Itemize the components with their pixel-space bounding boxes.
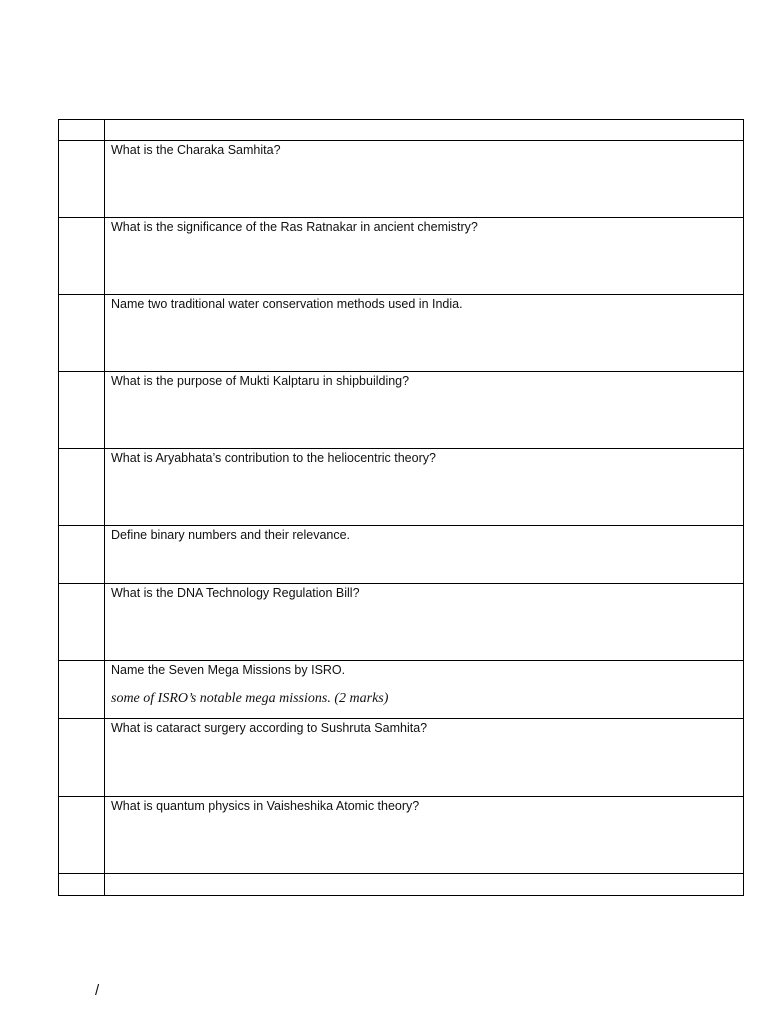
question-cell (105, 372, 744, 449)
table-row (59, 797, 744, 874)
question-text: What is the purpose of Mukti Kalptaru in shipbuilding? (111, 374, 410, 388)
question-text: What is the significance of the Ras Ratnakar in ancient chemistry? (111, 220, 478, 234)
question-cell (105, 584, 744, 661)
table-row (59, 584, 744, 661)
question-number-cell (59, 141, 105, 218)
question-text: What is Aryabhata’s contribution to the heliocentric theory? (111, 451, 436, 465)
question-cell (105, 295, 744, 372)
questions-table (58, 119, 744, 896)
question-text: What is quantum physics in Vaisheshika Atomic theory? (111, 799, 420, 813)
question-number-cell (59, 719, 105, 797)
question-cell (105, 719, 744, 797)
question-cell (105, 218, 744, 295)
question-text: What is the Charaka Samhita? (111, 143, 281, 157)
question-text: What is cataract surgery according to Sushruta Samhita? (111, 721, 428, 735)
question-number-cell (59, 218, 105, 295)
question-number-cell (59, 797, 105, 874)
question-number-cell (59, 526, 105, 584)
table-row (59, 661, 744, 719)
question-text: What is the DNA Technology Regulation Bill? (111, 586, 360, 600)
table-row (59, 141, 744, 218)
table-row (59, 449, 744, 526)
table-header-row (59, 120, 744, 141)
question-cell (105, 141, 744, 218)
question-cell (105, 661, 744, 719)
table-row (59, 526, 744, 584)
question-note: some of ISRO’s notable mega missions. (2 marks) (111, 691, 389, 706)
table-row (59, 218, 744, 295)
footer-cell-number (59, 874, 105, 896)
question-cell (105, 526, 744, 584)
question-text: Define binary numbers and their relevance. (111, 528, 351, 542)
question-number-cell (59, 372, 105, 449)
question-number-cell (59, 584, 105, 661)
question-number-cell (59, 295, 105, 372)
footer-cell-question (105, 874, 744, 896)
question-text: Name the Seven Mega Missions by ISRO. (111, 663, 346, 677)
table-row (59, 719, 744, 797)
question-number-cell (59, 449, 105, 526)
question-cell (105, 449, 744, 526)
question-cell (105, 797, 744, 874)
table-row (59, 372, 744, 449)
question-text: Name two traditional water conservation methods used in India. (111, 297, 463, 311)
question-number-cell (59, 661, 105, 719)
header-cell-question (105, 120, 744, 141)
table-row (59, 295, 744, 372)
header-cell-number (59, 120, 105, 141)
table-footer-row (59, 874, 744, 896)
page-footer-mark: / (95, 982, 100, 999)
